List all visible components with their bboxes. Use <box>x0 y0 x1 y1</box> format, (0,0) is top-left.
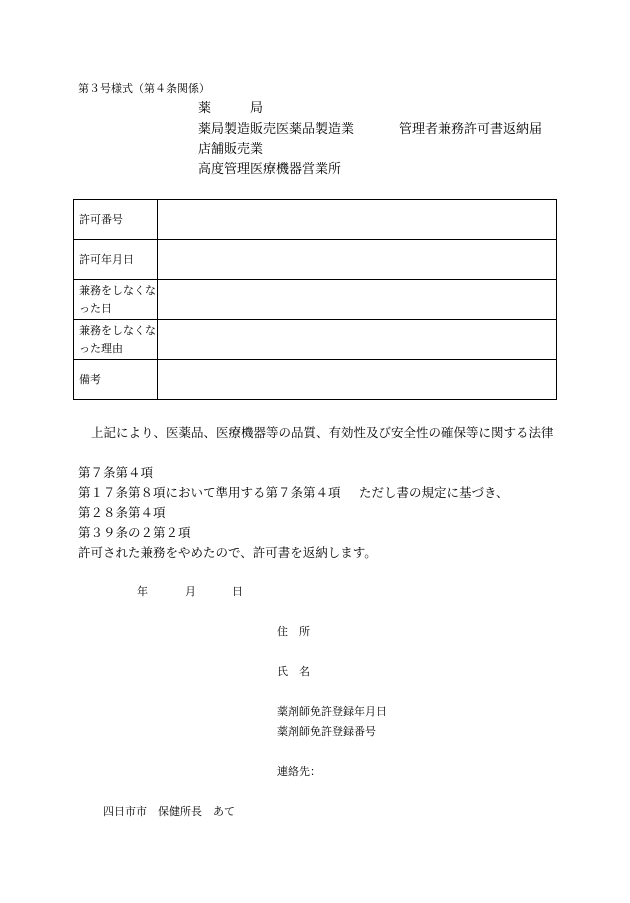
permit-number-field[interactable] <box>158 200 557 240</box>
row-label-end-reason: 兼務をしなくなった理由 <box>74 320 158 360</box>
name-label: 氏 名 <box>277 665 310 678</box>
table-row <box>74 280 557 320</box>
address-label: 住 所 <box>277 625 310 638</box>
date-year: 年 <box>137 585 148 598</box>
form-number: 第３号様式（第４条関係） <box>78 82 210 95</box>
addressee: 四日市市 保健所長 あて <box>103 805 235 818</box>
permit-info-table <box>73 199 557 400</box>
end-reason-field[interactable] <box>158 320 557 360</box>
business-type-pharmacy-manufacturing: 薬局製造販売医薬品製造業 <box>198 122 355 137</box>
business-type-pharmacy: 薬 局 <box>198 101 264 116</box>
row-label-remarks: 備考 <box>74 360 158 400</box>
article-7-4: 第７条第４項 <box>78 465 154 480</box>
business-type-medical-device: 高度管理医療機器営業所 <box>198 162 342 177</box>
license-number-label: 薬剤師免許登録番号 <box>277 725 376 738</box>
license-date-label: 薬剤師免許登録年月日 <box>277 705 387 718</box>
article-28-4: 第２８条第４項 <box>78 505 166 520</box>
table-row <box>74 240 557 280</box>
date-month: 月 <box>185 585 196 598</box>
contact-label: 連絡先： <box>277 765 321 778</box>
row-label-permit-number: 許可番号 <box>74 200 158 240</box>
remarks-field[interactable] <box>158 360 557 400</box>
row-label-end-date: 兼務をしなくなった日 <box>74 280 158 320</box>
document-title: 管理者兼務許可書返納届 <box>399 122 543 137</box>
article-17-8: 第１７条第８項において準用する第７条第４項 <box>78 485 341 500</box>
article-39-2-2: 第３９条の２第２項 <box>78 525 191 540</box>
business-type-store-sales: 店舗販売業 <box>198 142 264 157</box>
end-date-field[interactable] <box>158 280 557 320</box>
table-row <box>74 360 557 400</box>
intro-text: 上記により、医薬品、医療機器等の品質、有効性及び安全性の確保等に関する法律 <box>91 425 554 440</box>
closing-text: 許可された兼務をやめたので、許可書を返納します。 <box>78 545 377 560</box>
date-day: 日 <box>232 585 243 598</box>
row-label-permit-date: 許可年月日 <box>74 240 158 280</box>
permit-date-field[interactable] <box>158 240 557 280</box>
proviso-text: ただし書の規定に基づき、 <box>359 485 509 500</box>
table-row <box>74 200 557 240</box>
table-row <box>74 320 557 360</box>
